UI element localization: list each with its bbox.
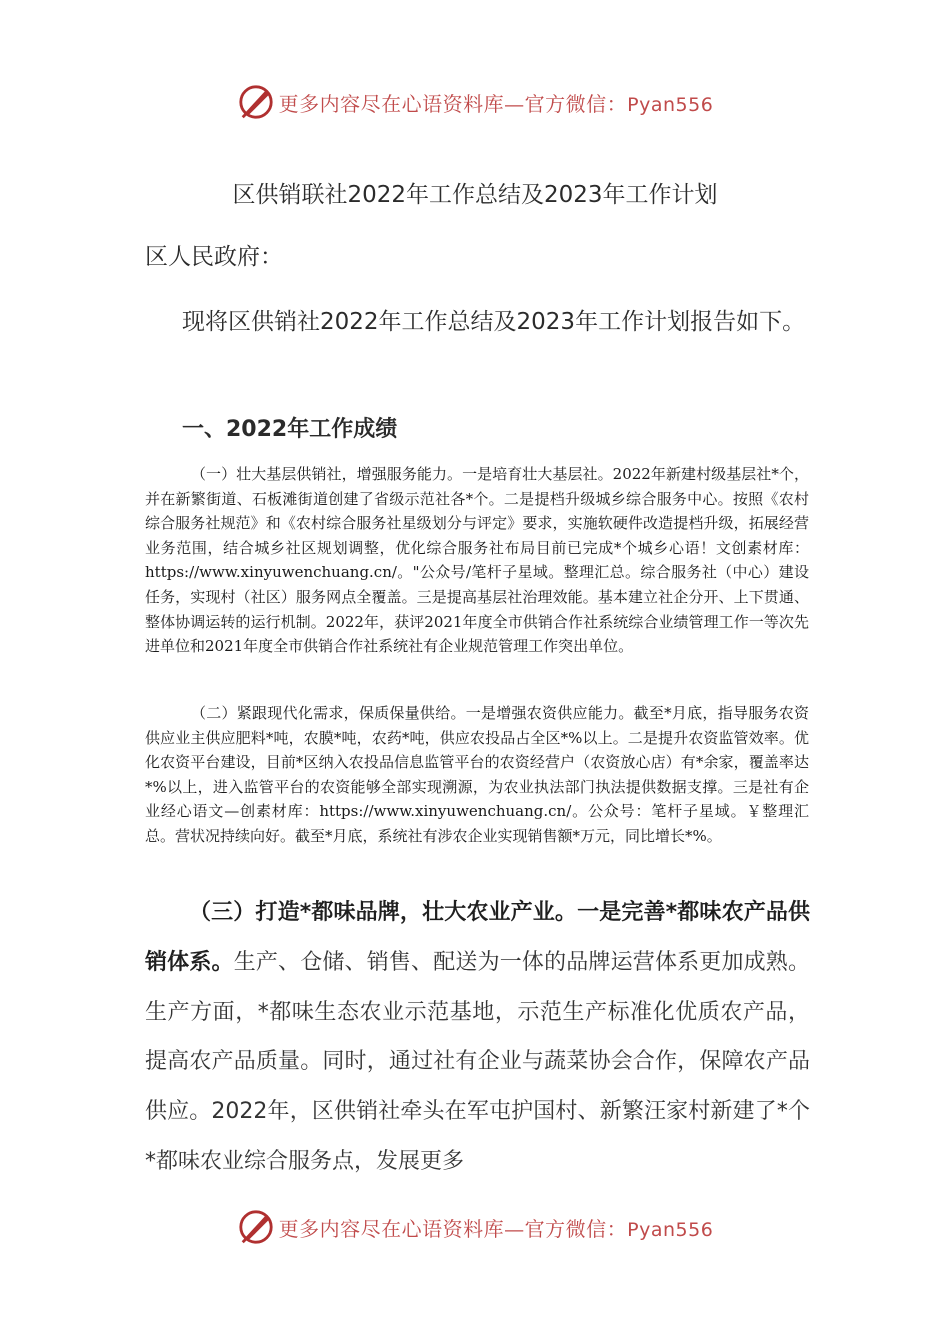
watermark-footer xyxy=(0,1207,950,1247)
paragraph-body: 生产、仓储、销售、配送为一体的品牌运营体系更加成熟。生产方面，*都味生态农业示范基地，示范生产标准化优质农产品，提高农产品质量。同时，通过社有企业与蔬菜协会合作，保障农产品供应。2022年，区供销社牵头在军屯护国村、新繁汪家村新建了*个*都味农业综合服务点，发展更多 xyxy=(145,949,810,1174)
quill-logo-icon xyxy=(237,1208,275,1246)
watermark-text: 更多内容尽在心语资料库—官方微信：Pyan556 xyxy=(278,91,714,116)
section-heading-achievements: 一、2022年工作成绩 xyxy=(182,417,398,442)
quill-logo-icon xyxy=(237,83,275,121)
document-title: 区供销联社2022年工作总结及2023年工作计划 xyxy=(232,182,718,208)
paragraph-brand-building xyxy=(145,888,810,1187)
paragraph-agri-supply: （二）紧跟现代化需求，保质保量供给。一是增强农资供应能力。截至*月底，指导服务农资供应业主供应肥料*吨，农膜*吨，农药*吨，供应农投品占全区*%以上。二是提升农资监管效率。优化农资平台建设，目前*区纳入农投品信息监管平台的农资经营户（农资放心店）有*余家，覆盖率达*%以上，进入监管平台的农资能够全部实现溯源，为农业执法部门执法提供数据支撑。三是社有企业经心语文—创素材库：https://www.xinyuwenchuang.cn/。公众号：笔杆子星域。￥整理汇总。营状况持续向好。截至*月底，系统社有涉农企业实现销售额*万元，同比增长*%。 xyxy=(145,704,809,845)
paragraph-grassroots-coops: （一）壮大基层供销社，增强服务能力。一是培育壮大基层社。2022年新建村级基层社*个，并在新繁街道、石板滩街道创建了省级示范社各*个。二是提档升级城乡综合服务中心。按照《农村综合服务社规范》和《农村综合服务社星级划分与评定》要求，实施软硬件改造提档升级，拓展经营业务范围，结合城乡社区规划调整，优化综合服务社布局目前已完成*个城乡心语！文创素材库：https://www.xinyuwenchuang.cn/。"公众号/笔杆子星域。整理汇总。综合服务社（中心）建设任务，实现村（社区）服务网点全覆盖。三是提高基层社治理效能。基本建立社企分开、上下贯通、整体协调运转的运行机制。2022年，获评2021年度全市供销合作社系统综合业绩管理工作一等次先进单位和2021年度全市供销合作社系统社有企业规范管理工作突出单位。 xyxy=(145,465,809,656)
intro-paragraph: 现将区供销社2022年工作总结及2023年工作计划报告如下。 xyxy=(182,309,806,335)
paragraph-lead-bold: （三）打造*都味品牌，壮大农业产业。一是完善*都味农产品供销体系。 xyxy=(145,900,810,975)
watermark-header xyxy=(0,82,950,122)
salutation: 区人民政府： xyxy=(145,244,283,270)
watermark-text: 更多内容尽在心语资料库—官方微信：Pyan556 xyxy=(278,1216,714,1241)
